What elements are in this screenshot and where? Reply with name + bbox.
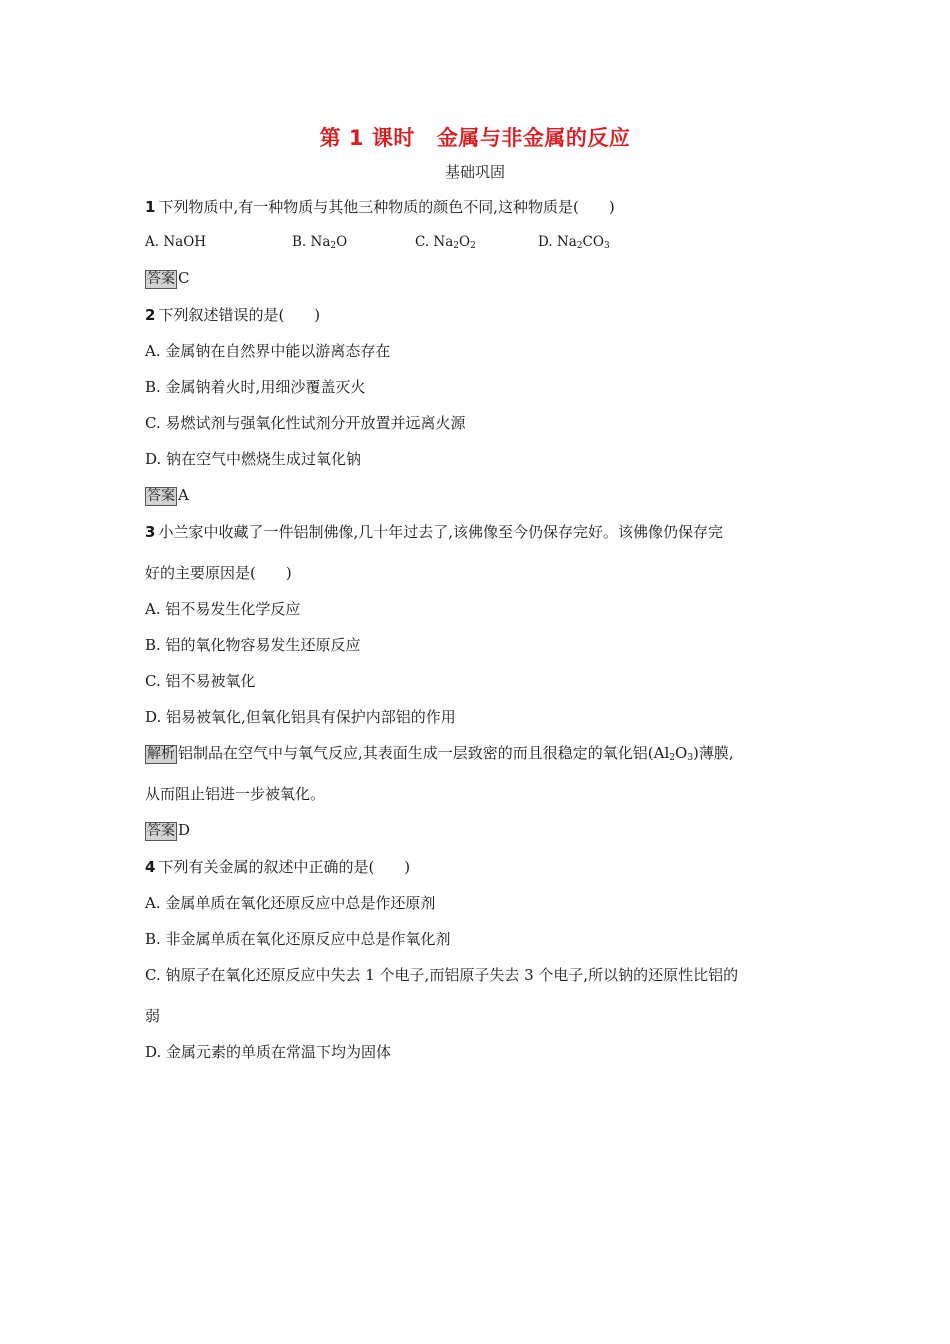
answer-tag: 答案 bbox=[147, 271, 175, 287]
question-1-option-b: B. $Na_2O$ bbox=[292, 234, 348, 251]
title-lesson: 第 1 课时 bbox=[319, 126, 415, 150]
question-2-answer bbox=[145, 485, 189, 506]
question-4-stem: 4 下列有关金属的叙述中正确的是( ) bbox=[145, 858, 411, 876]
question-1-stem: 1 下列物质中,有一种物质与其他三种物质的颜色不同,这种物质是( ) bbox=[145, 198, 615, 216]
question-number: 4 bbox=[145, 858, 156, 876]
question-3-analysis: 解析 铝制品在空气中与氧气反应,其表面生成一层致密的而且很稳定的氧化铝$(Al_2O_3)$薄膜, bbox=[147, 744, 734, 763]
question-4-option-a: A. 金属单质在氧化还原反应中总是作还原剂 bbox=[145, 894, 436, 912]
question-4-option-c-line-2: 弱 bbox=[145, 1007, 161, 1025]
title-topic: 金属与非金属的反应 bbox=[436, 126, 631, 150]
question-1-option-d: D. $Na_2CO_3$ bbox=[538, 234, 610, 251]
question-3-stem-line-2: 好的主要原因是( ) bbox=[145, 564, 292, 582]
question-2-option-b: B. 金属钠着火时,用细沙覆盖灭火 bbox=[145, 378, 366, 396]
question-1-options bbox=[145, 234, 845, 254]
answer-value: A bbox=[178, 486, 189, 504]
question-number: 3 bbox=[145, 523, 156, 541]
answer-tag: 答案 bbox=[147, 488, 175, 504]
answer-value: C bbox=[178, 269, 190, 287]
answer-tag: 答案 bbox=[147, 823, 175, 839]
question-3-analysis-line-2: 从而阻止铝进一步被氧化。 bbox=[145, 785, 326, 803]
question-3-option-b: B. 铝的氧化物容易发生还原反应 bbox=[145, 636, 361, 654]
question-1-option-c: C. $Na_2O_2$ bbox=[415, 234, 476, 251]
question-3-option-c: C. 铝不易被氧化 bbox=[145, 672, 256, 690]
question-3-answer bbox=[145, 820, 190, 841]
question-4-option-c: C. 钠原子在氧化还原反应中失去 1 个电子,而铝原子失去 3 个电子,所以钠的还原性比铝的 bbox=[145, 966, 739, 984]
section-heading: 基础巩固 bbox=[444, 163, 505, 181]
question-3-option-a: A. 铝不易发生化学反应 bbox=[145, 600, 301, 618]
question-number: 2 bbox=[145, 306, 156, 324]
question-1-answer bbox=[145, 268, 189, 289]
question-3-option-d: D. 铝易被氧化,但氧化铝具有保护内部铝的作用 bbox=[145, 708, 456, 726]
analysis-tag: 解析 bbox=[147, 746, 175, 762]
question-3-stem-line-1: 3 小兰家中收藏了一件铝制佛像,几十年过去了,该佛像至今仍保存完好。该佛像仍保存完 bbox=[145, 523, 723, 541]
answer-value: D bbox=[178, 821, 191, 839]
question-2-option-d: D. 钠在空气中燃烧生成过氧化钠 bbox=[145, 450, 362, 468]
question-4-option-d: D. 金属元素的单质在常温下均为固体 bbox=[145, 1043, 392, 1061]
question-2-option-c: C. 易燃试剂与强氧化性试剂分开放置并远离火源 bbox=[145, 414, 466, 432]
question-2-stem: 2 下列叙述错误的是( ) bbox=[145, 306, 321, 324]
page-title bbox=[0, 122, 950, 152]
question-number: 1 bbox=[145, 198, 156, 216]
question-1-option-a: A. NaOH bbox=[145, 234, 207, 250]
question-2-option-a: A. 金属钠在自然界中能以游离态存在 bbox=[145, 342, 391, 360]
question-4-option-b: B. 非金属单质在氧化还原反应中总是作氧化剂 bbox=[145, 930, 451, 948]
